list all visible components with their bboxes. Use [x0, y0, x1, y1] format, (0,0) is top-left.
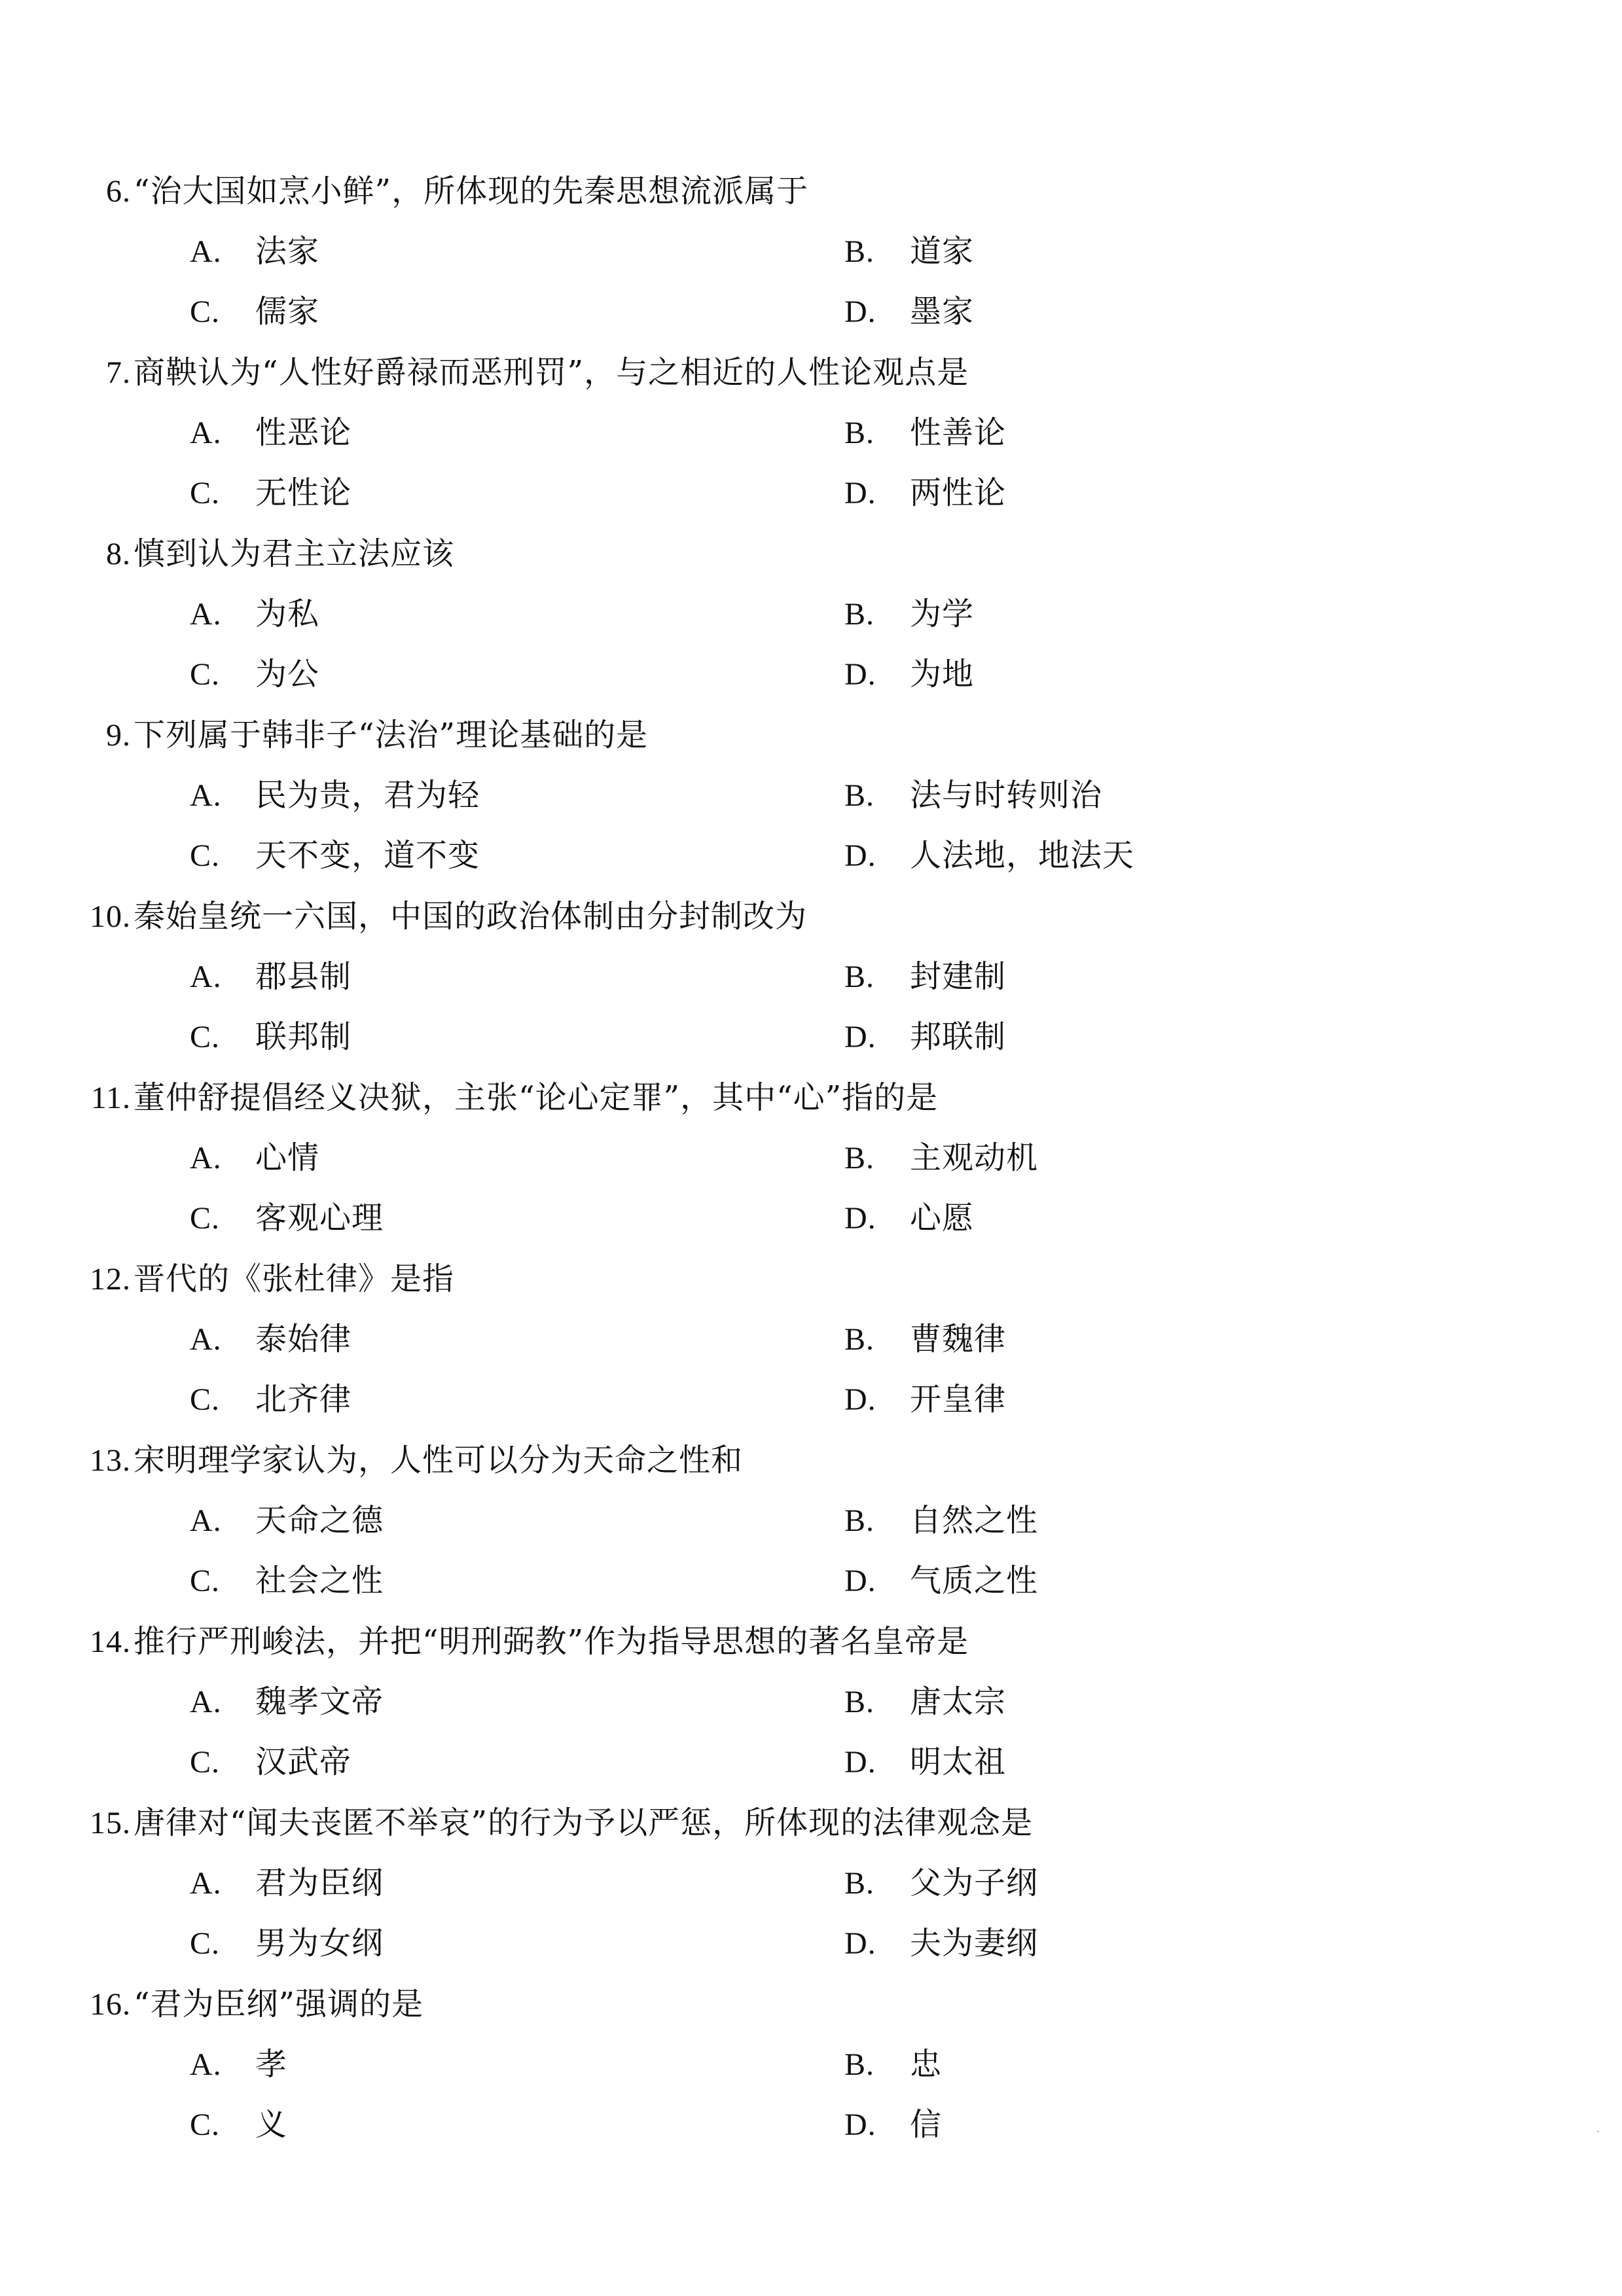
option-text: 魏孝文帝	[255, 1683, 384, 1720]
option-letter: D.	[844, 2108, 876, 2142]
option-letter: C.	[190, 1382, 221, 1417]
option-b	[844, 1138, 1038, 1177]
option-a	[190, 413, 351, 452]
option-d	[844, 2105, 942, 2144]
question-text: 商鞅认为“人性好爵禄而恶刑罚”，与之相近的人性论观点是	[134, 354, 969, 391]
question-text: 唐律对“闻夫丧匿不举哀”的行为予以严惩，所体现的法律观念是	[134, 1804, 1034, 1841]
option-text: 道家	[910, 233, 975, 270]
option-text: 义	[255, 2106, 288, 2143]
option-c	[190, 836, 480, 875]
question-stem	[52, 1441, 743, 1480]
question-text: 下列属于韩非子“法治”理论基础的是	[134, 717, 649, 753]
option-letter: C.	[190, 2108, 221, 2142]
option-letter: C.	[190, 1926, 221, 1961]
option-b	[844, 2045, 942, 2084]
question-number: 11.	[90, 1081, 131, 1115]
option-text: 联邦制	[255, 1018, 352, 1055]
option-letter: A.	[190, 416, 222, 450]
question-stem	[52, 897, 807, 936]
question-text: 宋明理学家认为，人性可以分为天命之性和	[134, 1442, 744, 1479]
option-text: 开皇律	[910, 1381, 1007, 1418]
option-b	[844, 594, 974, 634]
option-letter: C.	[190, 476, 221, 511]
option-letter: A.	[190, 1685, 222, 1719]
option-letter: C.	[190, 295, 221, 329]
option-d	[844, 1017, 1006, 1056]
option-text: 天不变，道不变	[255, 837, 480, 874]
option-text: 心愿	[910, 1200, 975, 1236]
option-b	[844, 1682, 1006, 1721]
option-text: 民为贵，君为轻	[255, 777, 480, 814]
question-number: 15.	[90, 1806, 131, 1840]
option-d	[844, 836, 1134, 875]
option-d	[844, 1561, 1038, 1600]
option-text: 封建制	[910, 958, 1007, 995]
option-letter: D.	[844, 1020, 876, 1054]
option-text: 法家	[255, 233, 320, 270]
option-text: 男为女纲	[255, 1925, 384, 1962]
option-letter: B.	[844, 1503, 875, 1538]
option-b	[844, 1501, 1038, 1540]
option-text: 墨家	[910, 293, 975, 330]
option-d	[844, 473, 1006, 512]
option-letter: C.	[190, 1564, 221, 1598]
option-b	[844, 232, 974, 271]
option-c	[190, 292, 319, 331]
option-a	[190, 1138, 319, 1177]
option-b	[844, 957, 1006, 996]
option-d	[844, 1742, 1006, 1782]
option-text: 为学	[910, 596, 975, 632]
option-letter: B.	[844, 597, 875, 632]
question-text: 秦始皇统一六国，中国的政治体制由分封制改为	[134, 898, 808, 935]
option-c	[190, 2105, 287, 2144]
option-letter: C.	[190, 1745, 221, 1780]
option-text: 信	[910, 2106, 943, 2143]
option-text: 天命之德	[255, 1502, 384, 1539]
option-letter: C.	[190, 838, 221, 873]
option-letter: D.	[844, 657, 876, 692]
option-d	[844, 1198, 974, 1238]
option-text: 自然之性	[910, 1502, 1039, 1539]
option-c	[190, 1198, 384, 1238]
option-a	[190, 1319, 351, 1359]
scan-speck	[1597, 2130, 1599, 2132]
question-number: 8.	[106, 537, 131, 571]
option-letter: D.	[844, 295, 876, 329]
question-stem	[52, 1259, 454, 1299]
question-text: 慎到认为君主立法应该	[134, 535, 455, 572]
option-letter: D.	[844, 1564, 876, 1598]
question-number: 10.	[90, 899, 131, 934]
option-text: 性善论	[910, 414, 1007, 451]
option-text: 父为子纲	[910, 1865, 1039, 1901]
option-letter: B.	[844, 234, 875, 269]
option-letter: B.	[844, 1141, 875, 1175]
option-c	[190, 1380, 351, 1419]
option-text: 唐太宗	[910, 1683, 1007, 1720]
question-stem	[52, 715, 648, 755]
option-text: 社会之性	[255, 1562, 384, 1599]
option-text: 心情	[255, 1139, 320, 1176]
question-text: 推行严刑峻法，并把“明刑弼教”作为指导思想的著名皇帝是	[134, 1623, 969, 1660]
option-text: 主观动机	[910, 1139, 1039, 1176]
question-text: 晋代的《张杜律》是指	[134, 1261, 455, 1297]
option-text: 泰始律	[255, 1321, 352, 1357]
question-number: 12.	[90, 1262, 131, 1297]
option-d	[844, 1380, 1006, 1419]
option-a	[190, 957, 351, 996]
option-letter: A.	[190, 960, 222, 994]
option-text: 郡县制	[255, 958, 352, 995]
option-letter: D.	[844, 476, 876, 511]
option-letter: A.	[190, 234, 222, 269]
option-letter: B.	[844, 778, 875, 813]
option-b	[844, 1319, 1006, 1359]
option-text: 忠	[910, 2046, 943, 2083]
option-letter: B.	[844, 1322, 875, 1357]
option-letter: A.	[190, 1141, 222, 1175]
option-d	[844, 1924, 1038, 1963]
option-a	[190, 2045, 287, 2084]
option-letter: B.	[844, 1866, 875, 1901]
question-stem	[52, 1984, 424, 2024]
option-text: 曹魏律	[910, 1321, 1007, 1357]
option-text: 法与时转则治	[910, 777, 1103, 814]
option-letter: A.	[190, 597, 222, 632]
option-letter: B.	[844, 1685, 875, 1719]
option-c	[190, 1561, 384, 1600]
question-stem	[52, 534, 454, 573]
option-d	[844, 655, 974, 694]
option-b	[844, 413, 1006, 452]
option-letter: D.	[844, 838, 876, 873]
option-letter: B.	[844, 416, 875, 450]
option-text: 北齐律	[255, 1381, 352, 1418]
option-letter: A.	[190, 1322, 222, 1357]
option-letter: A.	[190, 1503, 222, 1538]
question-number: 9.	[106, 718, 131, 753]
option-letter: D.	[844, 1382, 876, 1417]
option-letter: D.	[844, 1745, 876, 1780]
option-letter: B.	[844, 2047, 875, 2082]
question-number: 14.	[90, 1624, 131, 1659]
option-letter: C.	[190, 657, 221, 692]
option-c	[190, 1742, 351, 1782]
question-text: “治大国如烹小鲜”，所体现的先秦思想流派属于	[134, 173, 809, 209]
question-stem	[52, 1622, 969, 1661]
option-text: 两性论	[910, 475, 1007, 511]
option-text: 孝	[255, 2046, 288, 2083]
option-b	[844, 1863, 1038, 1903]
option-text: 为地	[910, 656, 975, 692]
question-number: 13.	[90, 1443, 131, 1478]
option-text: 夫为妻纲	[910, 1925, 1039, 1962]
option-text: 性恶论	[255, 414, 352, 451]
option-text: 为私	[255, 596, 320, 632]
option-letter: A.	[190, 778, 222, 813]
option-a	[190, 232, 319, 271]
option-text: 人法地，地法天	[910, 837, 1135, 874]
question-stem	[52, 353, 969, 392]
question-stem	[52, 171, 808, 211]
option-text: 君为臣纲	[255, 1865, 384, 1901]
option-c	[190, 1924, 384, 1963]
option-b	[844, 776, 1102, 815]
option-c	[190, 473, 351, 512]
option-a	[190, 776, 480, 815]
option-text: 客观心理	[255, 1200, 384, 1236]
option-letter: D.	[844, 1926, 876, 1961]
option-text: 为公	[255, 656, 320, 692]
option-a	[190, 594, 319, 634]
option-a	[190, 1863, 384, 1903]
option-text: 汉武帝	[255, 1744, 352, 1780]
question-number: 6.	[106, 174, 131, 209]
option-c	[190, 1017, 351, 1056]
question-text: 董仲舒提倡经义决狱，主张“论心定罪”，其中“心”指的是	[134, 1079, 939, 1116]
option-letter: D.	[844, 1201, 876, 1236]
option-text: 儒家	[255, 293, 320, 330]
question-text: “君为臣纲”强调的是	[134, 1986, 424, 2022]
question-number: 16.	[90, 1987, 131, 2022]
option-a	[190, 1682, 384, 1721]
question-stem	[52, 1078, 938, 1117]
option-text: 气质之性	[910, 1562, 1039, 1599]
option-text: 无性论	[255, 475, 352, 511]
option-letter: A.	[190, 2047, 222, 2082]
option-letter: A.	[190, 1866, 222, 1901]
option-letter: C.	[190, 1201, 221, 1236]
option-letter: C.	[190, 1020, 221, 1054]
option-a	[190, 1501, 384, 1540]
question-number: 7.	[106, 355, 131, 390]
option-letter: B.	[844, 960, 875, 994]
question-stem	[52, 1803, 1033, 1842]
option-c	[190, 655, 319, 694]
option-text: 明太祖	[910, 1744, 1007, 1780]
option-d	[844, 292, 974, 331]
option-text: 邦联制	[910, 1018, 1007, 1055]
